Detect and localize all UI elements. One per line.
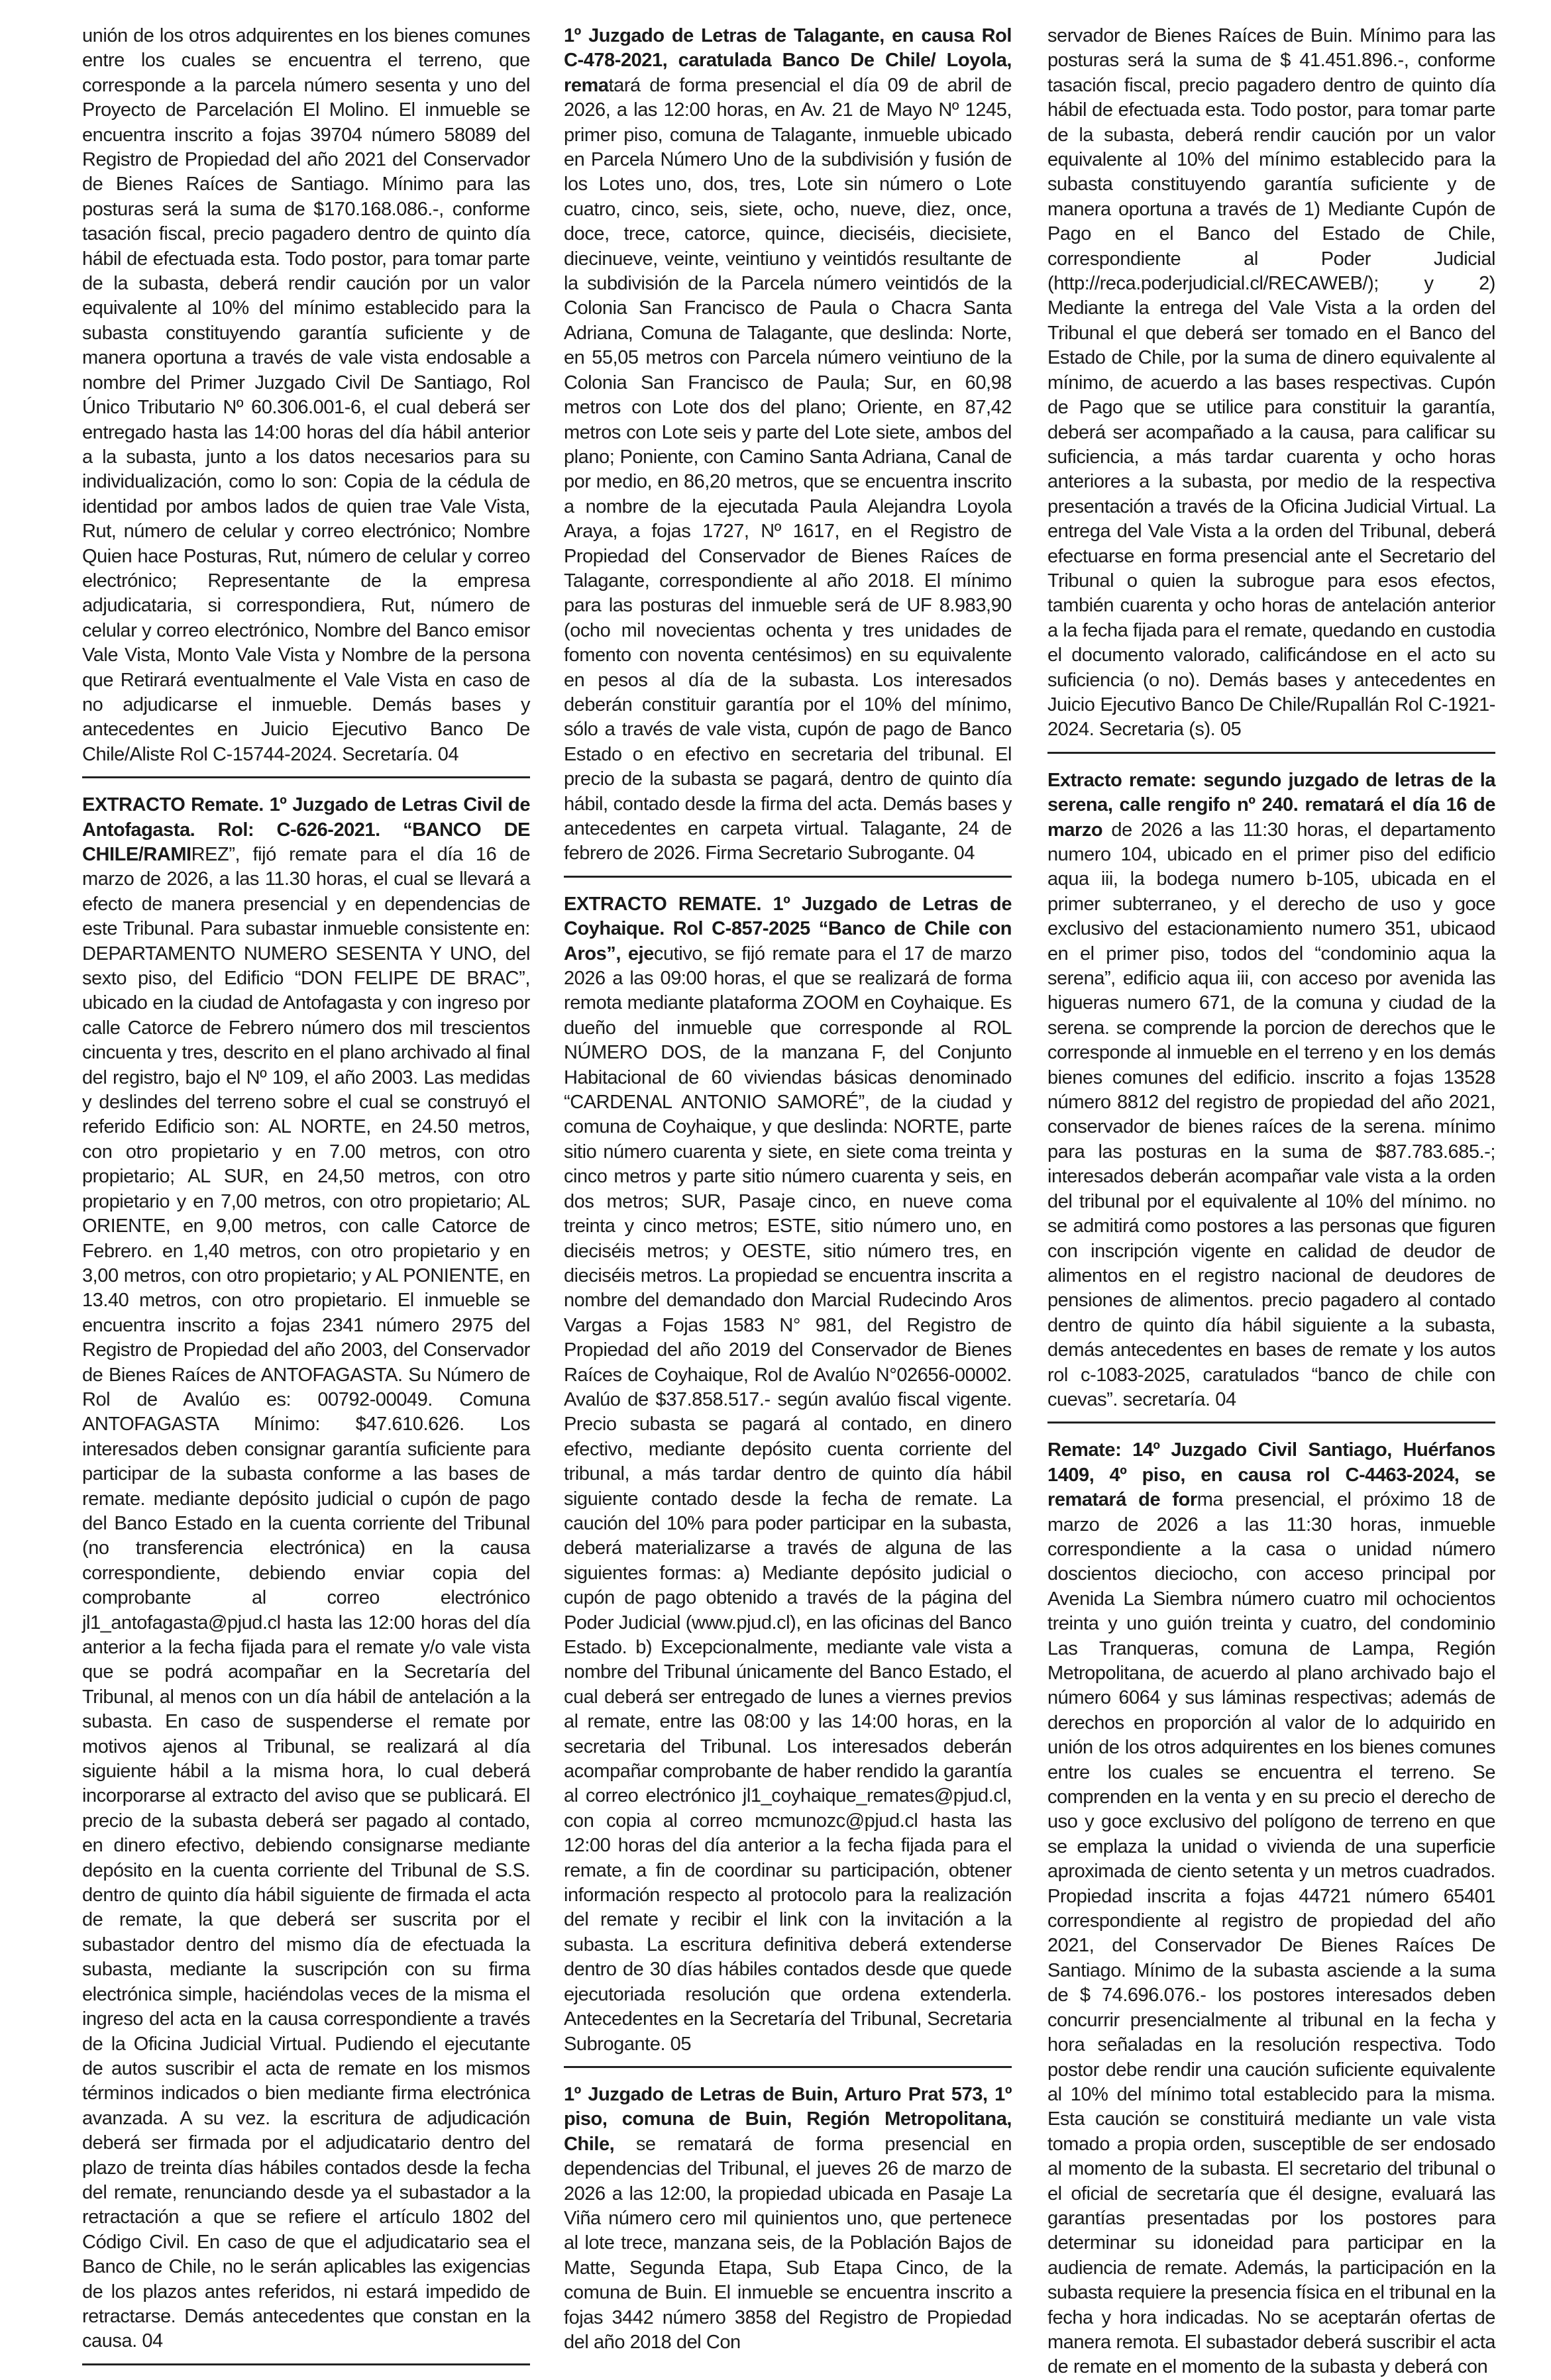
notice-body: de 2026 a las 11:30 horas, el departamento numero 104, ubicado en el primer piso del edificio aqua iii, la bodega numero b-105, ubicada en el primer subterraneo, y el derecho de uso y goce exclusivo del estacionamiento numero 351, ubicaod en el primer piso, todos del “condominio aqua la serena”, edificio aqua iii, con acceso por avenida las higueras numero 671, de la comuna y ciudad de la serena. se comprende la porcion de derechos que le corresponde al inmueble en el terreno y en los demás bienes comunes del edificio. inscrito a fojas 13528 número 8812 del registro de propiedad del año 2021, conservador de bienes raíces de la serena. mínimo para las posturas en la suma de $87.783.685.-; interesados deberán acompañar vale vista a la orden del tribunal por el equivalente al 10% del mínimo. no se admitirá como postores a las personas que figuren con inscripción vigente en calidad de deudor de alimentos en el registro nacional de deudores de pensiones de alimentos. precio pagadero al contado dentro de quinto día hábil siguiente a la subasta, demás antecedentes en bases de remate y los autos rol c-1083-2025, caratulados “banco de chile con cuevas”. secretaría. 04 [1047,819,1495,1410]
notice-separator [1047,1422,1495,1423]
notice-separator [82,2363,530,2365]
notice-continued-santiago [82,24,530,767]
notice-separator [82,776,530,778]
column-3 [1047,24,1495,2378]
notice-text [1047,768,1495,1413]
notice-heading: 1º Juzgado de Letras de Talagante, en causa Rol C-478-2021, caratulada Banco De Chile/ Loyola, rema [564,25,1012,96]
notice-coyhaique [564,892,1012,2057]
notice-body: cutivo, se fijó remate para el 17 de marzo 2026 a las 09:00 horas, el que se realizará de forma remota mediante plataforma ZOOM en Coyhaique. Es dueño del inmueble que corresponde al ROL NÚMERO DOS, de la manzana F, del Conjunto Habitacional de 60 viviendas básicas denominado “CARDENAL ANTONIO SAMORÉ”, de la ciudad y comuna de Coyhaique, y que deslinda: NORTE, parte sitio número cuarenta y siete, en siete coma treinta y cinco metros y parte sitio número cuarenta y seis, en dos metros; SUR, Pasaje cinco, en nueve coma treinta y cinco metros; ESTE, sitio número uno, en dieciséis metros; y OESTE, sitio número tres, en dieciséis metros. La propiedad se encuentra inscrita a nombre del demandado don Marcial Rudecindo Aros Vargas a Fojas 1583 N° 981, del Registro de Propiedad del año 2019 del Conservador de Bienes Raíces de Coyhaique, Rol de Avalúo N°02656-00002. Avalúo de $37.858.517.- según avalúo fiscal vigente. Precio subasta se pagará al contado, en dinero efectivo, mediante depósito cuenta corriente del tribunal, a más tardar dentro de quinto día hábil siguiente contado desde la fecha de remate. La caución del 10% para poder participar en la subasta, deberá materializarse a través de alguna de las siguientes formas: a) Mediante depósito judicial o cupón de pago obtenido a través de la página del Poder Judicial (www.pjud.cl), en las oficinas del Banco Estado. b) Excepcionalmente, mediante vale vista a nombre del Tribunal únicamente del Banco Estado, el cual deberá ser entregado de lunes a viernes previos al remate, entre las 08:00 y las 14:00 horas, en la secretaria del Tribunal. Los interesados deberán acompañar comprobante de haber rendido la garantía al correo electrónico jl1_coyhaique_remates@pjud.cl, con copia al correo mcmunozc@pjud.cl hasta las 12:00 horas del día anterior a la fecha fijada para el remate, a fin de coordinar su participación, obtener información respecto al protocolo para la realización del remate y recibir el link con la invitación a la subasta. La escritura definitiva deberá extenderse dentro de 30 días hábiles contados desde que quede ejecutoriada resolución que ordena extenderla. Antecedentes en la Secretaría del Tribunal, Secretaria Subrogante. 05 [564,943,1012,2055]
notice-text [564,2083,1012,2355]
notice-text [564,892,1012,2057]
notice-talagante [564,24,1012,866]
notice-heading: Extracto remate: segundo juzgado de letras de la serena, calle rengifo nº 240. rematará el día 16 de marzo [1047,769,1495,841]
notice-buin [564,2083,1012,2355]
notice-santiago-14 [1047,1438,1495,2379]
notice-body: ma presencial, el próximo 18 de marzo de 2026 a las 11:30 horas, inmueble correspondiente a la casa o unidad número doscientos dieciocho, con acceso principal por Avenida La Siembra número cuatro mil ochocientos treinta y uno guión treinta y cuatro, del condominio Las Tranqueras, comuna de Lampa, Región Metropolitana, de acuerdo al plano archivado bajo el número 6064 y sus láminas respectivas; además de derechos en proporción al valor de lo adquirido en unión de los otros adquirentes en los bienes comunes entre los cuales se encuentra el terreno. Se comprenden en la venta y en su precio el derecho de uso y goce exclusivo del polígono de terreno en que se emplaza la unidad o vivienda de una superficie aproximada de ciento setenta y un metros cuadrados. Propiedad inscrita a fojas 44721 número 65401 correspondiente al registro de propiedad del año 2021, del Conservador De Bienes Raíces De Santiago. Mínimo de la subasta asciende a la suma de $ 74.696.076.- los postores interesados deben concurrir presencialmente al tribunal en la fecha y hora señaladas en la resolución respectiva. Todo postor debe rendir una caución suficiente equivalente al 10% del mínimo total establecido para la misma. Esta caución se constituirá mediante un vale vista tomado a propia orden, susceptible de ser endosado al momento de la subasta. El secretario del tribunal o el oficial de secretaría que él designe, evaluará las garantías presentadas por los postores para determinar su idoneidad para participar en la audiencia de remate. Además, la participación en la subasta requiere la presencia física en el tribunal en la fecha y hora indicadas. No se aceptarán ofertas de manera remota. El subastador deberá suscribir el acta de remate en el momento de la subasta y deberá con [1047,1489,1495,2378]
column-1 [82,24,530,2352]
notice-heading: 1º Juzgado de Letras de Buin, Arturo Prat 573, 1º piso, comuna de Buin, Región Metropolitana, Chile, [564,2083,1012,2155]
notice-separator [564,2066,1012,2068]
notice-separator [564,876,1012,878]
notice-text [82,793,530,2354]
notice-text [1047,1438,1495,2379]
notice-heading: Remate: 14º Juzgado Civil Santiago, Huérfanos 1409, 4º piso, en causa rol C-4463-2024, se rematará de for [1047,1439,1495,1511]
notice-heading: EXTRACTO Remate. 1º Juzgado de Letras Civil de Antofagasta. Rol: C-626-2021. “BANCO DE CHILE/RAMI [82,794,530,865]
notice-antofagasta [82,793,530,2354]
notice-separator [1047,752,1495,754]
notice-body: REZ”, fijó remate para el día 16 de marzo de 2026, a las 11.30 horas, el cual se llevará a efecto de manera presencial y en dependencias de este Tribunal. Para subastar inmueble consistente en: DEPARTAMENTO NUMERO SESENTA Y UNO, del sexto piso, del Edificio “DON FELIPE DE BRAC”, ubicado en la ciudad de Antofagasta y con ingreso por calle Catorce de Febrero número dos mil trescientos cincuenta y tres, descrito en el plano archivado al final del registro, bajo el Nº 109, el año 2003. Las medidas y deslindes del terreno sobre el cual se construyó el referido Edificio son: AL NORTE, en 24.50 metros, con otro propietario y en 7.00 metros, con otro propietario; AL SUR, en 24,50 metros, con otro propietario y en 7,00 metros, con otro propietario; AL ORIENTE, en 9,00 metros, con calle Catorce de Febrero. en 1,40 metros, con otro propietario y en 3,00 metros, con otro propietario; y AL PONIENTE, en 13.40 metros, con otro propietario. El inmueble se encuentra inscrito a fojas 2341 número 2975 del Registro de Propiedad del año 2003, del Conservador de Bienes Raíces de ANTOFAGASTA. Su Número de Rol de Avalúo es: 00792-00049. Comuna ANTOFAGASTA Mínimo: $47.610.626. Los interesados deben consignar garantía suficiente para participar de la subasta conforme a las bases de remate. mediante depósito judicial o cupón de pago del Banco Estado en la cuenta corriente del Tribunal (no transferencia electrónica) en la causa correspondiente, debiendo enviar copia del comprobante al correo electrónico jl1_antofagasta@pjud.cl hasta las 12:00 horas del día anterior a la fecha fijada para el remate y/o vale vista que se podrá acompañar en la Secretaría del Tribunal, al menos con un día hábil de antelación a la subasta. En caso de suspenderse el remate por motivos ajenos al Tribunal, se realizará al día siguiente hábil a la misma hora, lo cual deberá incorporarse al extracto del aviso que se publicará. El precio de la subasta deberá ser pagado al contado, en dinero efectivo, debiendo consignarse mediante depósito en la cuenta corriente del Tribunal de S.S. dentro de quinto día hábil siguiente de firmada el acta de remate, la que deberá ser suscrita por el subastador dentro del mismo día de efectuada la subasta, mediante la suscripción con su firma electrónica simple, haciéndolas veces de la misma el ingreso del acta en la causa correspondiente a través de la Oficina Judicial Virtual. Pudiendo el ejecutante de autos suscribir el acta de remate en los mismos términos indicados o bien mediante firma electrónica avanzada. A su vez. la escritura de adjudicación deberá ser firmada por el adjudicatario dentro del plazo de treinta días hábiles contados desde la fecha del remate, renunciando desde ya el subastador a la retractación a que se refiere el artículo 1802 del Código Civil. En caso de que el adjudicatario sea el Banco de Chile, no le serán aplicables las exigencias de los plazos antes referidos, ni estará impedido de retractarse. Demás antecedentes que constan en la causa. 04 [82,844,530,2352]
notice-text [564,24,1012,866]
notice-continued-buin [1047,24,1495,743]
notice-la-serena [1047,768,1495,1413]
notice-body: unión de los otros adquirentes en los bienes comunes entre los cuales se encuentra el terreno, que corresponde a la parcela número sesenta y uno del Proyecto de Parcelación El Molino. El inmueble se encuentra inscrito a fojas 39704 número 58089 del Registro de Propiedad del año 2021 del Conservador de Bienes Raíces de Santiago. Mínimo para las posturas será la suma de $170.168.086.-, conforme tasación fiscal, precio pagadero dentro de quinto día hábil de efectuada esta. Todo postor, para tomar parte de la subasta, deberá rendir caución por un valor equivalente al 10% del mínimo establecido para la subasta constituyendo garantía suficiente y de manera oportuna a través de vale vista endosable a nombre del Primer Juzgado Civil De Santiago, Rol Único Tributario Nº 60.306.001-6, el cual deberá ser entregado hasta las 14:00 horas del día hábil anterior a la subasta, junto a los datos necesarios para su individualización, como lo son: Copia de la cédula de identidad por ambos lados de quien trae Vale Vista, Rut, número de celular y correo electrónico; Nombre Quien hace Posturas, Rut, número de celular y correo electrónico; Representante de la empresa adjudicataria, si correspondiera, Rut, número de celular y correo electrónico, Nombre del Banco emisor Vale Vista, Monto Vale Vista y Nombre de la persona que Retirará eventualmente el Vale Vista en caso de no adjudicarse el inmueble. Demás bases y antecedentes en Juicio Ejecutivo Banco De Chile/Aliste Rol C-15744-2024. Secretaría. 04 [82,25,530,765]
notice-body: tará de forma presencial el día 09 de abril de 2026, a las 12:00 horas, en Av. 21 de Mayo Nº 1245, primer piso, comuna de Talagante, inmueble ubicado en Parcela Número Uno de la subdivisión y fusión de los Lotes uno, dos, tres, Lote sin número o Lote cuatro, cinco, seis, siete, ocho, nueve, diez, once, doce, trece, catorce, quince, dieciséis, diecisiete, diecinueve, veinte, veintiuno y veintidós resultante de la subdivisión de la Parcela número veintidós de la Colonia San Francisco de Paula o Chacra Santa Adriana, Comuna de Talagante, que deslinda: Norte, en 55,05 metros con Parcela número veintiuno de la Colonia San Francisco de Paula; Sur, en 60,98 metros con Lote dos del plano; Oriente, en 87,42 metros con Lote seis y parte del Lote siete, ambos del plano; Poniente, con Camino Santa Adriana, Canal de por medio, en 86,20 metros, que se encuentra inscrito a nombre de la ejecutada Paula Alejandra Loyola Araya, a fojas 1727, Nº 1617, en el Registro de Propiedad del Conservador de Bienes Raíces de Talagante, correspondiente al año 2018. El mínimo para las posturas del inmueble será de UF 8.983,90 (ocho mil novecientas ochenta y tres unidades de fomento con noventa centésimos) en su equivalente en pesos al día de la subasta. Los interesados deberán constituir garantía por el 10% del mínimo, sólo a través de vale vista, cupón de pago de Banco Estado o en efectivo en secretaria del tribunal. El precio de la subasta se pagará, dentro de quinto día hábil, contado desde la firma del acta. Demás bases y antecedentes en carpeta virtual. Talagante, 24 de febrero de 2026. Firma Secretario Subrogante. 04 [564,74,1012,864]
notice-heading: EXTRACTO REMATE. 1º Juzgado de Letras de Coyhaique. Rol C-857-2025 “Banco de Chile con Aros”, eje [564,893,1012,964]
column-2 [564,24,1012,2353]
notice-body: servador de Bienes Raíces de Buin. Mínimo para las posturas será la suma de $ 41.451.896.-, conforme tasación fiscal, precio pagadero dentro de quinto día hábil de efectuada esta. Todo postor, para tomar parte de la subasta, deberá rendir caución por un valor equivalente al 10% del mínimo establecido para la subasta constituyendo garantía suficiente y de manera oportuna a través de 1) Mediante Cupón de Pago en el Banco del Estado de Chile, correspondiente al Poder Judicial (http://reca.poderjudicial.cl/RECAWEB/); y 2) Mediante la entrega del Vale Vista a la orden del Tribunal el que deberá ser tomado en el Banco del Estado de Chile, por la suma de dinero equivalente al mínimo, de acuerdo a las bases respectivas. Cupón de Pago que se utilice para constituir la garantía, deberá ser acompañado a la causa, para calificar su suficiencia, a más tardar cuarenta y ocho horas anteriores a la subasta, por medio de la respectiva presentación a través de la Oficina Judicial Virtual. La entrega del Vale Vista a la orden del Tribunal, deberá efectuarse en forma presencial ante el Secretario del Tribunal o quien la subrogue para esos efectos, también cuarenta y ocho horas de antelación anterior a la fecha fijada para el remate, quedando en custodia el documento valorado, calificándose en el acto su suficiencia (o no). Demás bases y antecedentes en Juicio Ejecutivo Banco De Chile/Rupallán Rol C-1921-2024. Secretaria (s). 05 [1047,25,1495,741]
notice-body: se rematará de forma presencial en dependencias del Tribunal, el jueves 26 de marzo de 2026 a las 12:00, la propiedad ubicada en Pasaje La Viña número cero mil quinientos uno, que pertenece al lote trece, manzana seis, de la Población Bajos de Matte, Segunda Etapa, Sub Etapa Cinco, de la comuna de Buin. El inmueble se encuentra inscrito a fojas 3442 número 3858 del Registro de Propiedad del año 2018 del Con [564,2133,1012,2353]
